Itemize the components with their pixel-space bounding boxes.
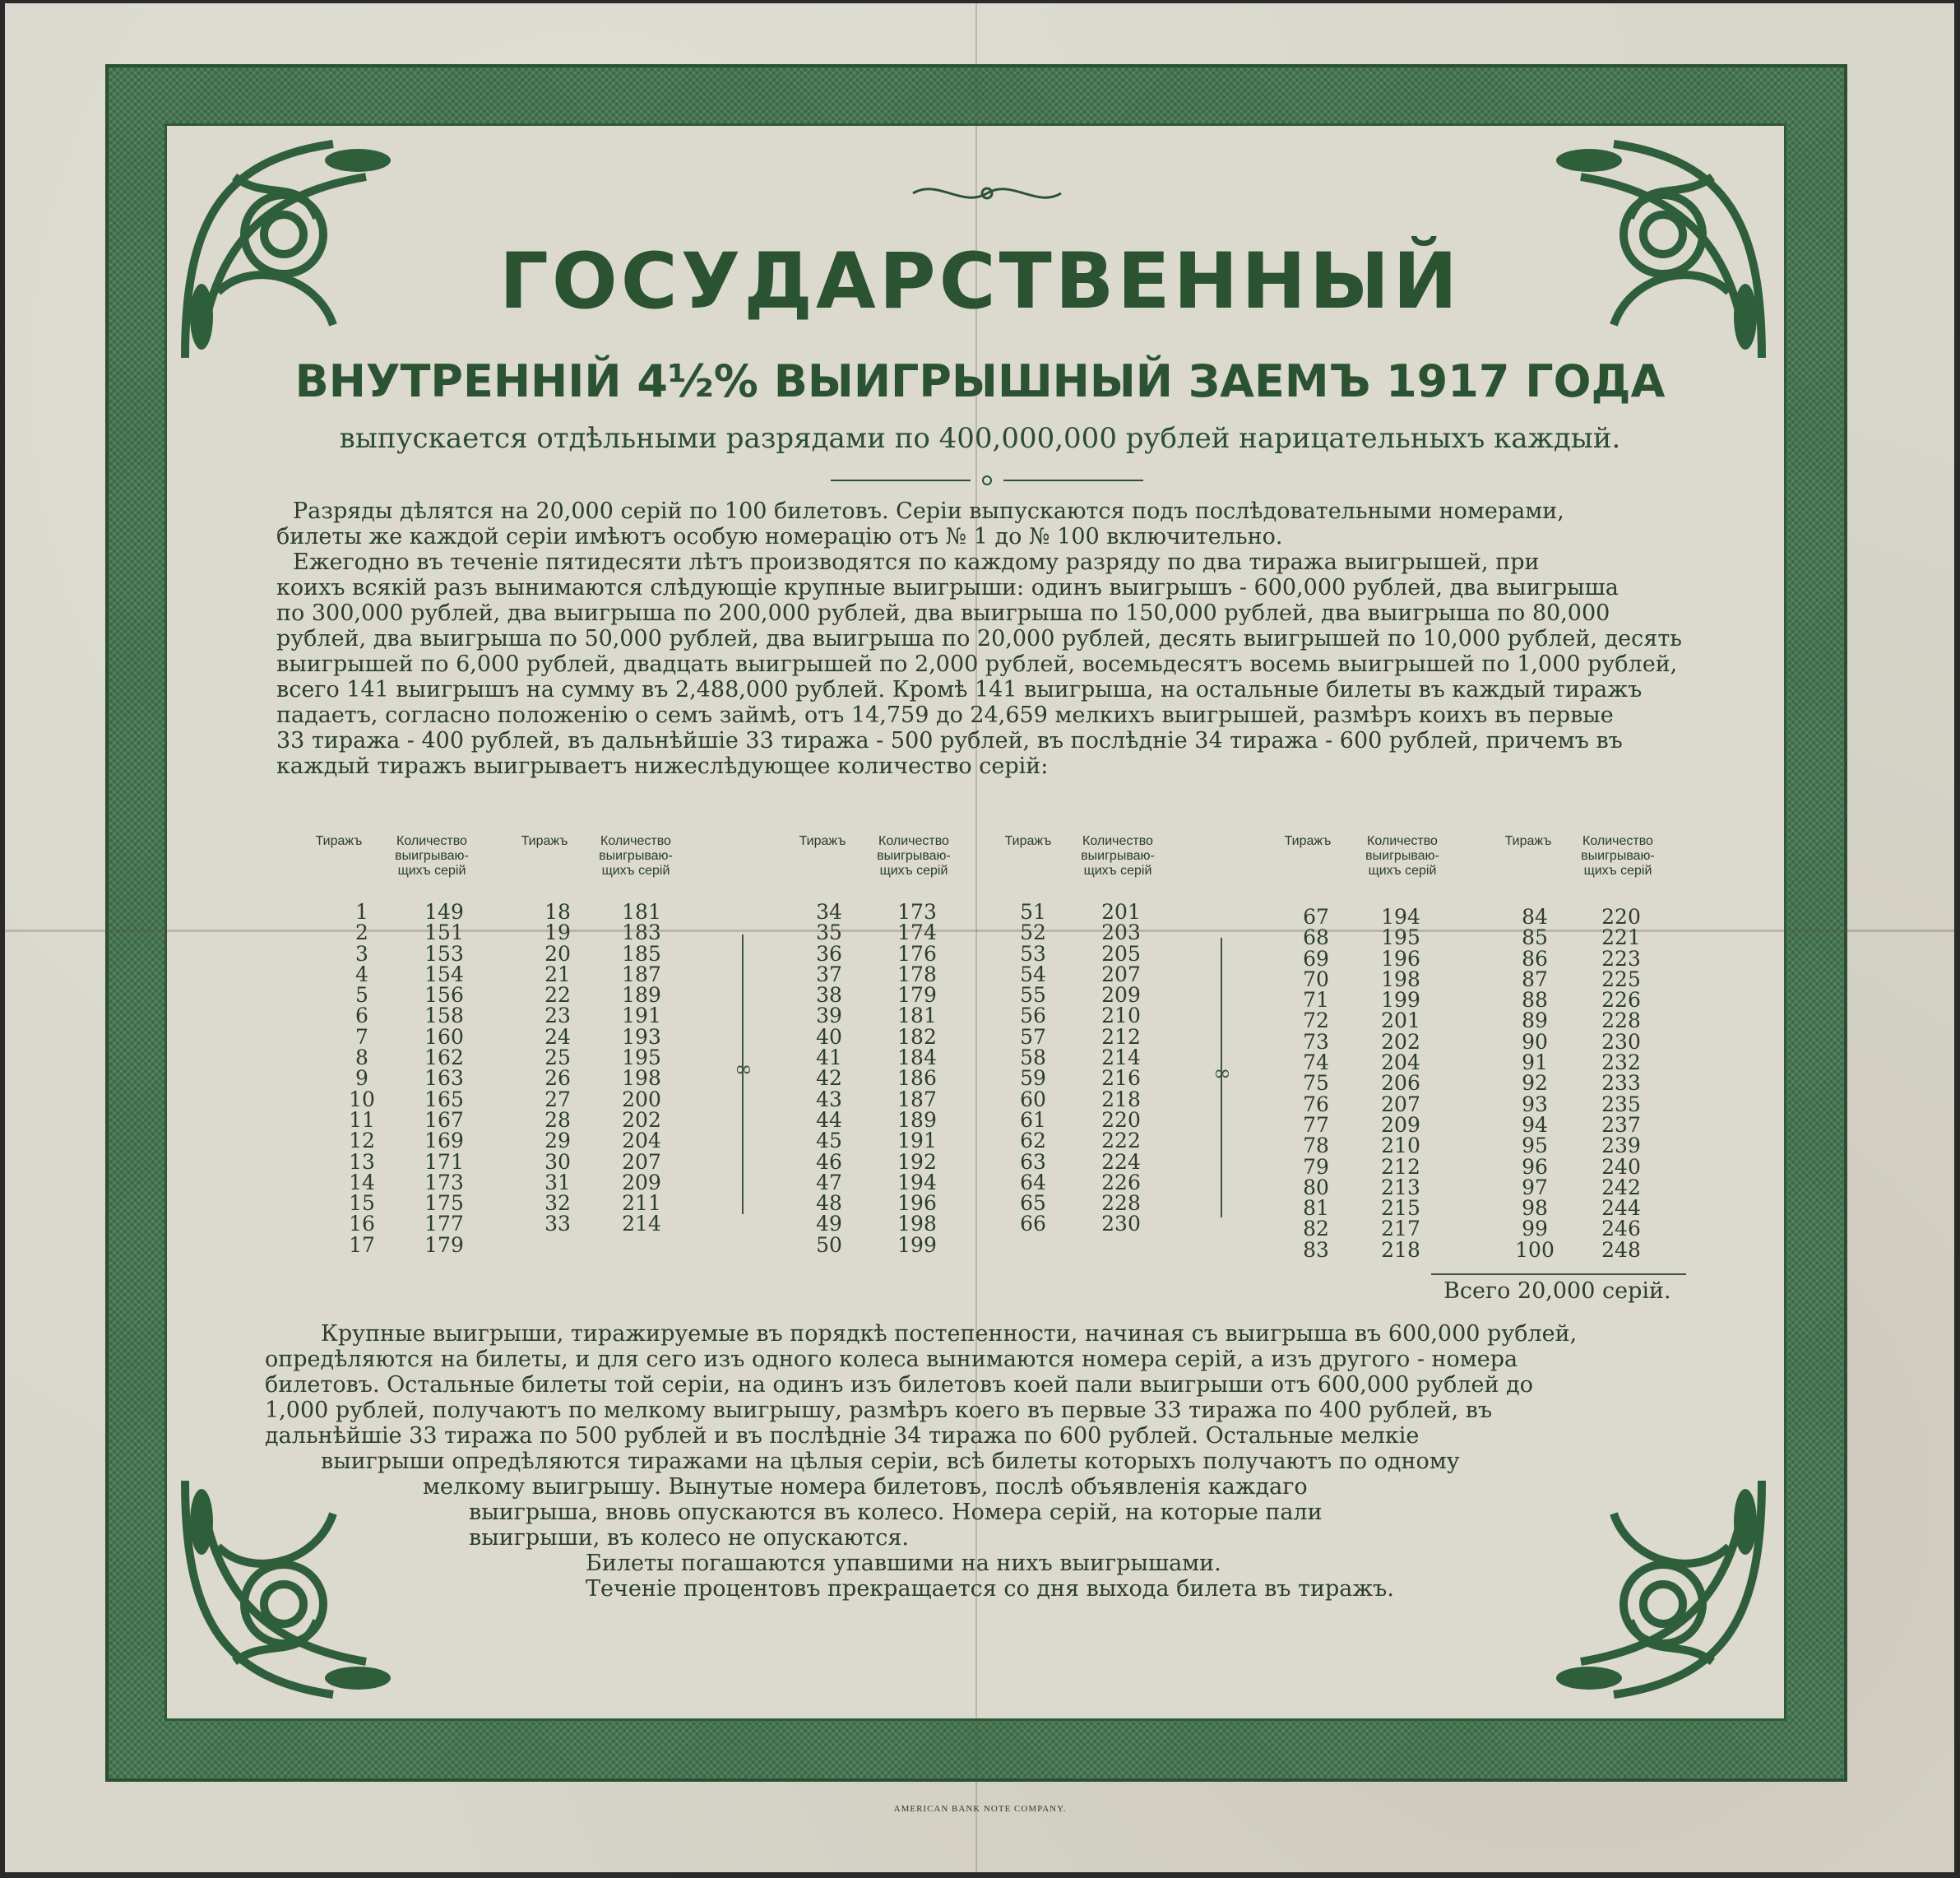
table-cell: 210 bbox=[1101, 1004, 1141, 1028]
column-header-count: Количество выигрываю-щихъ серій bbox=[599, 834, 673, 878]
text-line: по 300,000 рублей, два выигрыша по 200,000 рублей, два выигрыша по 150,000 рублей, два выигрыша по 80,000 bbox=[276, 600, 1610, 626]
table-cell: 39 bbox=[816, 1004, 842, 1028]
text-line: падаетъ, согласно положенію о семъ займѣ, отъ 14,759 до 24,659 мелкихъ выигрышей, размѣръ коихъ въ первые bbox=[276, 703, 1614, 728]
text-line: выигрыши опредѣляются тиражами на цѣлыя серіи, всѣ билеты которыхъ получаютъ по одному bbox=[321, 1449, 1460, 1474]
table-cell: 225 bbox=[1601, 967, 1641, 991]
table-cell: 56 bbox=[1020, 1004, 1046, 1028]
draw-number-column bbox=[337, 902, 387, 1255]
table-cell: 60 bbox=[1020, 1087, 1046, 1111]
table-cell: 50 bbox=[816, 1232, 842, 1257]
table-cell: 167 bbox=[424, 1107, 464, 1132]
table-cell: 220 bbox=[1101, 1107, 1141, 1132]
table-cell: 153 bbox=[424, 941, 464, 966]
scroll-ornament-icon bbox=[905, 177, 1069, 210]
table-cell: 204 bbox=[1381, 1050, 1420, 1075]
page-title: ГОСУДАРСТВЕННЫЙ bbox=[499, 237, 1461, 327]
table-cell: 199 bbox=[1381, 988, 1420, 1013]
table-cell: 218 bbox=[1101, 1087, 1141, 1111]
table-cell: 224 bbox=[1101, 1149, 1141, 1174]
text-line: Ежегодно въ теченіе пятидесяти лѣтъ производятся по каждому разряду по два тиража выигрышей, при bbox=[293, 549, 1540, 575]
table-cell: 7 bbox=[355, 1024, 368, 1049]
table-cell: 182 bbox=[897, 1024, 937, 1049]
table-cell: 49 bbox=[816, 1212, 842, 1236]
table-cell: 79 bbox=[1303, 1154, 1329, 1179]
table-cell: 200 bbox=[622, 1087, 661, 1111]
table-cell: 65 bbox=[1020, 1191, 1046, 1216]
table-cell: 25 bbox=[544, 1046, 571, 1070]
table-cell: 220 bbox=[1601, 905, 1641, 929]
table-cell: 81 bbox=[1303, 1196, 1329, 1221]
table-cell: 77 bbox=[1303, 1112, 1329, 1137]
text-line: коихъ всякій разъ вынимаются слѣдующіе крупные выигрыши: одинъ выигрышъ - 600,000 рублей, два выигрыша bbox=[276, 575, 1619, 600]
column-header-count: Количество выигрываю-щихъ серій bbox=[1581, 834, 1655, 878]
column-header-count: Количество выигрываю-щихъ серій bbox=[1365, 834, 1439, 878]
table-cell: 54 bbox=[1020, 962, 1046, 986]
table-cell: 21 bbox=[544, 962, 571, 986]
table-cell: 82 bbox=[1303, 1217, 1329, 1241]
table-cell: 206 bbox=[1381, 1071, 1420, 1096]
column-header-draw: Тиражъ bbox=[1504, 834, 1552, 848]
table-cell: 95 bbox=[1522, 1134, 1548, 1158]
table-cell: 216 bbox=[1101, 1066, 1141, 1091]
table-cell: 23 bbox=[544, 1004, 571, 1028]
table-cell: 3 bbox=[355, 941, 368, 966]
table-cell: 67 bbox=[1303, 905, 1329, 929]
table-cell: 209 bbox=[1381, 1112, 1420, 1137]
table-cell: 48 bbox=[816, 1191, 842, 1216]
table-cell: 89 bbox=[1522, 1009, 1548, 1033]
table-cell: 92 bbox=[1522, 1071, 1548, 1096]
table-cell: 70 bbox=[1303, 967, 1329, 991]
table-cell: 217 bbox=[1381, 1217, 1420, 1241]
table-cell: 66 bbox=[1020, 1212, 1046, 1236]
table-cell: 16 bbox=[349, 1212, 375, 1236]
table-cell: 78 bbox=[1303, 1134, 1329, 1158]
table-cell: 72 bbox=[1303, 1009, 1329, 1033]
table-cell: 237 bbox=[1601, 1112, 1641, 1137]
table-cell: 29 bbox=[544, 1129, 571, 1153]
table-cell: 192 bbox=[897, 1149, 937, 1174]
column-header-count: Количество выигрываю-щихъ серій bbox=[877, 834, 951, 878]
table-cell: 76 bbox=[1303, 1092, 1329, 1116]
table-cell: 179 bbox=[897, 983, 937, 1008]
table-cell: 26 bbox=[544, 1066, 571, 1091]
table-cell: 181 bbox=[622, 900, 661, 924]
table-cell: 212 bbox=[1381, 1154, 1420, 1179]
table-cell: 204 bbox=[622, 1129, 661, 1153]
table-cell: 68 bbox=[1303, 925, 1329, 950]
table-cell: 222 bbox=[1101, 1129, 1141, 1153]
total-rule bbox=[1431, 1273, 1686, 1275]
table-cell: 198 bbox=[622, 1066, 661, 1091]
table-cell: 84 bbox=[1522, 905, 1548, 929]
table-cell: 207 bbox=[1381, 1092, 1420, 1116]
series-count-column bbox=[1372, 907, 1429, 1260]
column-header-draw: Тиражъ bbox=[799, 834, 846, 848]
table-cell: 5 bbox=[355, 983, 368, 1008]
table-cell: 162 bbox=[424, 1046, 464, 1070]
table-cell: 96 bbox=[1522, 1154, 1548, 1179]
table-cell: 173 bbox=[897, 900, 937, 924]
series-count-column bbox=[1592, 907, 1650, 1260]
text-line: билетовъ. Остальные билеты той серіи, на одинъ изъ билетовъ коей пали выигрыши отъ 600,000 рублей до bbox=[265, 1372, 1533, 1398]
table-cell: 18 bbox=[544, 900, 571, 924]
table-cell: 34 bbox=[816, 900, 842, 924]
table-cell: 149 bbox=[424, 900, 464, 924]
table-cell: 221 bbox=[1601, 925, 1641, 950]
table-cell: 24 bbox=[544, 1024, 571, 1049]
table-cell: 173 bbox=[424, 1170, 464, 1194]
text-line: 33 тиража - 400 рублей, въ дальнѣйшіе 33 тиража - 500 рублей, въ послѣдніе 34 тиража - 600 рублей, причемъ въ bbox=[276, 728, 1623, 754]
table-cell: 175 bbox=[424, 1191, 464, 1216]
table-cell: 176 bbox=[897, 941, 937, 966]
table-cell: 100 bbox=[1515, 1237, 1555, 1262]
table-cell: 235 bbox=[1601, 1092, 1641, 1116]
table-cell: 198 bbox=[1381, 967, 1420, 991]
table-cell: 47 bbox=[816, 1170, 842, 1194]
text-line: каждый тиражъ выигрываетъ нижеслѣдующее количество серій: bbox=[276, 754, 1049, 779]
text-line: Крупные выигрыши, тиражируемые въ порядкѣ постепенности, начиная съ выигрыша въ 600,000 рублей, bbox=[321, 1321, 1578, 1347]
table-cell: 195 bbox=[1381, 925, 1420, 950]
table-cell: 212 bbox=[1101, 1024, 1141, 1049]
text-line: Разряды дѣлятся на 20,000 серій по 100 билетовъ. Серіи выпускаются подъ послѣдовательными номерами, bbox=[293, 498, 1564, 524]
table-cell: 232 bbox=[1601, 1050, 1641, 1075]
table-cell: 80 bbox=[1303, 1175, 1329, 1199]
printer-imprint: AMERICAN BANK NOTE COMPANY. bbox=[893, 1804, 1067, 1814]
table-cell: 239 bbox=[1601, 1134, 1641, 1158]
table-cell: 62 bbox=[1020, 1129, 1046, 1153]
series-total: Всего 20,000 серій. bbox=[1443, 1278, 1671, 1304]
table-cell: 228 bbox=[1601, 1009, 1641, 1033]
text-line: выигрыша, вновь опускаются въ колесо. Номера серій, на которые пали bbox=[469, 1500, 1323, 1525]
table-cell: 201 bbox=[1381, 1009, 1420, 1033]
table-cell: 214 bbox=[622, 1212, 661, 1236]
table-cell: 205 bbox=[1101, 941, 1141, 966]
table-cell: 83 bbox=[1303, 1237, 1329, 1262]
table-cell: 35 bbox=[816, 920, 842, 945]
table-cell: 87 bbox=[1522, 967, 1548, 991]
table-cell: 17 bbox=[349, 1232, 375, 1257]
column-header-count: Количество выигрываю-щихъ серій bbox=[395, 834, 469, 878]
table-cell: 38 bbox=[816, 983, 842, 1008]
table-cell: 248 bbox=[1601, 1237, 1641, 1262]
series-count-column bbox=[1092, 902, 1150, 1235]
table-cell: 57 bbox=[1020, 1024, 1046, 1049]
draw-number-column bbox=[1008, 902, 1058, 1235]
table-cell: 40 bbox=[816, 1024, 842, 1049]
table-cell: 44 bbox=[816, 1107, 842, 1132]
text-line: мелкому выигрышу. Вынутые номера билетовъ, послѣ объявленія каждаго bbox=[423, 1474, 1308, 1500]
text-line: Теченіе процентовъ прекращается со дня выхода билета въ тиражъ. bbox=[586, 1576, 1394, 1602]
table-cell: 37 bbox=[816, 962, 842, 986]
table-cell: 226 bbox=[1601, 988, 1641, 1013]
table-cell: 55 bbox=[1020, 983, 1046, 1008]
draw-number-column bbox=[804, 902, 854, 1255]
fold-line bbox=[5, 930, 1954, 932]
draw-number-column bbox=[1510, 907, 1559, 1260]
table-cell: 90 bbox=[1522, 1029, 1548, 1054]
table-cell: 63 bbox=[1020, 1149, 1046, 1174]
table-cell: 207 bbox=[622, 1149, 661, 1174]
table-cell: 12 bbox=[349, 1129, 375, 1153]
table-cell: 209 bbox=[1101, 983, 1141, 1008]
text-line: билеты же каждой серіи имѣютъ особую номерацію отъ № 1 до № 100 включительно. bbox=[276, 524, 1283, 549]
table-cell: 223 bbox=[1601, 946, 1641, 971]
table-cell: 30 bbox=[544, 1149, 571, 1174]
table-cell: 91 bbox=[1522, 1050, 1548, 1075]
table-cell: 14 bbox=[349, 1170, 375, 1194]
table-cell: 151 bbox=[424, 920, 464, 945]
fold-line bbox=[975, 3, 977, 1872]
table-cell: 202 bbox=[622, 1107, 661, 1132]
table-cell: 191 bbox=[897, 1129, 937, 1153]
table-cell: 185 bbox=[622, 941, 661, 966]
table-cell: 181 bbox=[897, 1004, 937, 1028]
table-cell: 211 bbox=[622, 1191, 661, 1216]
table-cell: 214 bbox=[1101, 1046, 1141, 1070]
table-cell: 156 bbox=[424, 983, 464, 1008]
text-line: 1,000 рублей, получаютъ по мелкому выигрышу, размѣръ коего въ первые 33 тиража по 400 рублей, въ bbox=[265, 1398, 1493, 1423]
table-cell: 186 bbox=[897, 1066, 937, 1091]
table-cell: 191 bbox=[622, 1004, 661, 1028]
column-header-draw: Тиражъ bbox=[521, 834, 568, 848]
table-cell: 196 bbox=[897, 1191, 937, 1216]
table-cell: 88 bbox=[1522, 988, 1548, 1013]
table-cell: 174 bbox=[897, 920, 937, 945]
table-cell: 85 bbox=[1522, 925, 1548, 950]
table-cell: 194 bbox=[897, 1170, 937, 1194]
table-cell: 58 bbox=[1020, 1046, 1046, 1070]
table-cell: 154 bbox=[424, 962, 464, 986]
table-cell: 64 bbox=[1020, 1170, 1046, 1194]
table-cell: 51 bbox=[1020, 900, 1046, 924]
table-cell: 244 bbox=[1601, 1196, 1641, 1221]
issue-note: выпускается отдѣльными разрядами по 400,000,000 рублей нарицательныхъ каждый. bbox=[339, 422, 1621, 455]
table-cell: 86 bbox=[1522, 946, 1548, 971]
table-cell: 179 bbox=[424, 1232, 464, 1257]
column-header-draw: Тиражъ bbox=[1284, 834, 1332, 848]
table-cell: 4 bbox=[355, 962, 368, 986]
table-cell: 201 bbox=[1101, 900, 1141, 924]
table-cell: 194 bbox=[1381, 905, 1420, 929]
text-line: выигрыши, въ колесо не опускаются. bbox=[469, 1525, 910, 1551]
table-cell: 183 bbox=[622, 920, 661, 945]
table-cell: 210 bbox=[1381, 1134, 1420, 1158]
table-cell: 184 bbox=[897, 1046, 937, 1070]
double-loop-divider-icon: ∞ bbox=[734, 1057, 753, 1082]
table-cell: 178 bbox=[897, 962, 937, 986]
table-cell: 32 bbox=[544, 1191, 571, 1216]
table-cell: 218 bbox=[1381, 1237, 1420, 1262]
column-header-count: Количество выигрываю-щихъ серій bbox=[1081, 834, 1155, 878]
table-cell: 9 bbox=[355, 1066, 368, 1091]
table-cell: 94 bbox=[1522, 1112, 1548, 1137]
table-cell: 207 bbox=[1101, 962, 1141, 986]
table-cell: 198 bbox=[897, 1212, 937, 1236]
table-cell: 228 bbox=[1101, 1191, 1141, 1216]
table-cell: 42 bbox=[816, 1066, 842, 1091]
table-cell: 22 bbox=[544, 983, 571, 1008]
table-cell: 15 bbox=[349, 1191, 375, 1216]
table-cell: 187 bbox=[897, 1087, 937, 1111]
table-cell: 187 bbox=[622, 962, 661, 986]
series-count-column bbox=[888, 902, 946, 1255]
table-cell: 45 bbox=[816, 1129, 842, 1153]
table-cell: 242 bbox=[1601, 1175, 1641, 1199]
text-line: Билеты погашаются упавшими на нихъ выигрышами. bbox=[586, 1551, 1221, 1576]
table-cell: 202 bbox=[1381, 1029, 1420, 1054]
loan-subtitle: ВНУТРЕННІЙ 4½% ВЫИГРЫШНЫЙ ЗАЕМЪ 1917 ГОДА bbox=[294, 355, 1666, 407]
table-cell: 46 bbox=[816, 1149, 842, 1174]
table-cell: 160 bbox=[424, 1024, 464, 1049]
table-cell: 199 bbox=[897, 1232, 937, 1257]
intro-text bbox=[276, 498, 1744, 779]
text-line: дальнѣйшіе 33 тиража по 500 рублей и въ послѣдніе 34 тиража по 600 рублей. Остальные мелкіе bbox=[265, 1423, 1420, 1449]
table-cell: 230 bbox=[1601, 1029, 1641, 1054]
table-cell: 52 bbox=[1020, 920, 1046, 945]
column-header-draw: Тиражъ bbox=[315, 834, 363, 848]
table-cell: 163 bbox=[424, 1066, 464, 1091]
table-cell: 215 bbox=[1381, 1196, 1420, 1221]
table-cell: 75 bbox=[1303, 1071, 1329, 1096]
table-cell: 93 bbox=[1522, 1092, 1548, 1116]
table-cell: 69 bbox=[1303, 946, 1329, 971]
table-cell: 158 bbox=[424, 1004, 464, 1028]
text-line: всего 141 выигрышъ на сумму въ 2,488,000 рублей. Кромѣ 141 выигрыша, на остальные билеты въ каждый тиражъ bbox=[276, 677, 1643, 703]
table-cell: 209 bbox=[622, 1170, 661, 1194]
table-cell: 171 bbox=[424, 1149, 464, 1174]
table-cell: 1 bbox=[355, 900, 368, 924]
table-cell: 230 bbox=[1101, 1212, 1141, 1236]
draw-number-column bbox=[533, 902, 582, 1235]
table-cell: 177 bbox=[424, 1212, 464, 1236]
table-cell: 240 bbox=[1601, 1154, 1641, 1179]
table-cell: 8 bbox=[355, 1046, 368, 1070]
series-count-column bbox=[613, 902, 670, 1235]
series-count-column bbox=[415, 902, 473, 1255]
table-cell: 19 bbox=[544, 920, 571, 945]
table-cell: 2 bbox=[355, 920, 368, 945]
table-cell: 189 bbox=[897, 1107, 937, 1132]
table-cell: 53 bbox=[1020, 941, 1046, 966]
table-cell: 13 bbox=[349, 1149, 375, 1174]
table-cell: 165 bbox=[424, 1087, 464, 1111]
text-line: рублей, два выигрыша по 50,000 рублей, два выигрыша по 20,000 рублей, десять выигрышей по 10,000 рублей, десять bbox=[276, 626, 1682, 652]
table-cell: 233 bbox=[1601, 1071, 1641, 1096]
table-cell: 246 bbox=[1601, 1217, 1641, 1241]
table-cell: 203 bbox=[1101, 920, 1141, 945]
table-cell: 98 bbox=[1522, 1196, 1548, 1221]
column-header-draw: Тиражъ bbox=[1004, 834, 1052, 848]
table-cell: 36 bbox=[816, 941, 842, 966]
table-cell: 189 bbox=[622, 983, 661, 1008]
table-cell: 73 bbox=[1303, 1029, 1329, 1054]
table-cell: 11 bbox=[349, 1107, 375, 1132]
table-cell: 169 bbox=[424, 1129, 464, 1153]
table-cell: 195 bbox=[622, 1046, 661, 1070]
table-cell: 59 bbox=[1020, 1066, 1046, 1091]
double-loop-divider-icon: ∞ bbox=[1213, 1061, 1231, 1086]
table-cell: 20 bbox=[544, 941, 571, 966]
table-cell: 196 bbox=[1381, 946, 1420, 971]
table-cell: 193 bbox=[622, 1024, 661, 1049]
table-cell: 41 bbox=[816, 1046, 842, 1070]
table-cell: 31 bbox=[544, 1170, 571, 1194]
lower-text bbox=[265, 1321, 1704, 1602]
table-cell: 213 bbox=[1381, 1175, 1420, 1199]
text-line: опредѣляются на билеты, и для сего изъ одного колеса вынимаются номера серій, а изъ другого - номера bbox=[265, 1347, 1518, 1372]
table-cell: 27 bbox=[544, 1087, 571, 1111]
text-line: выигрышей по 6,000 рублей, двадцать выигрышей по 2,000 рублей, восемьдесятъ восемь выигрышей по 1,000 рублей, bbox=[276, 652, 1678, 677]
table-cell: 71 bbox=[1303, 988, 1329, 1013]
table-cell: 6 bbox=[355, 1004, 368, 1028]
table-cell: 74 bbox=[1303, 1050, 1329, 1075]
scroll-ornament-icon bbox=[831, 474, 1143, 485]
table-cell: 99 bbox=[1522, 1217, 1548, 1241]
draw-number-column bbox=[1291, 907, 1341, 1260]
table-cell: 61 bbox=[1020, 1107, 1046, 1132]
table-cell: 28 bbox=[544, 1107, 571, 1132]
table-cell: 10 bbox=[349, 1087, 375, 1111]
table-cell: 33 bbox=[544, 1212, 571, 1236]
table-cell: 226 bbox=[1101, 1170, 1141, 1194]
table-cell: 97 bbox=[1522, 1175, 1548, 1199]
table-cell: 43 bbox=[816, 1087, 842, 1111]
